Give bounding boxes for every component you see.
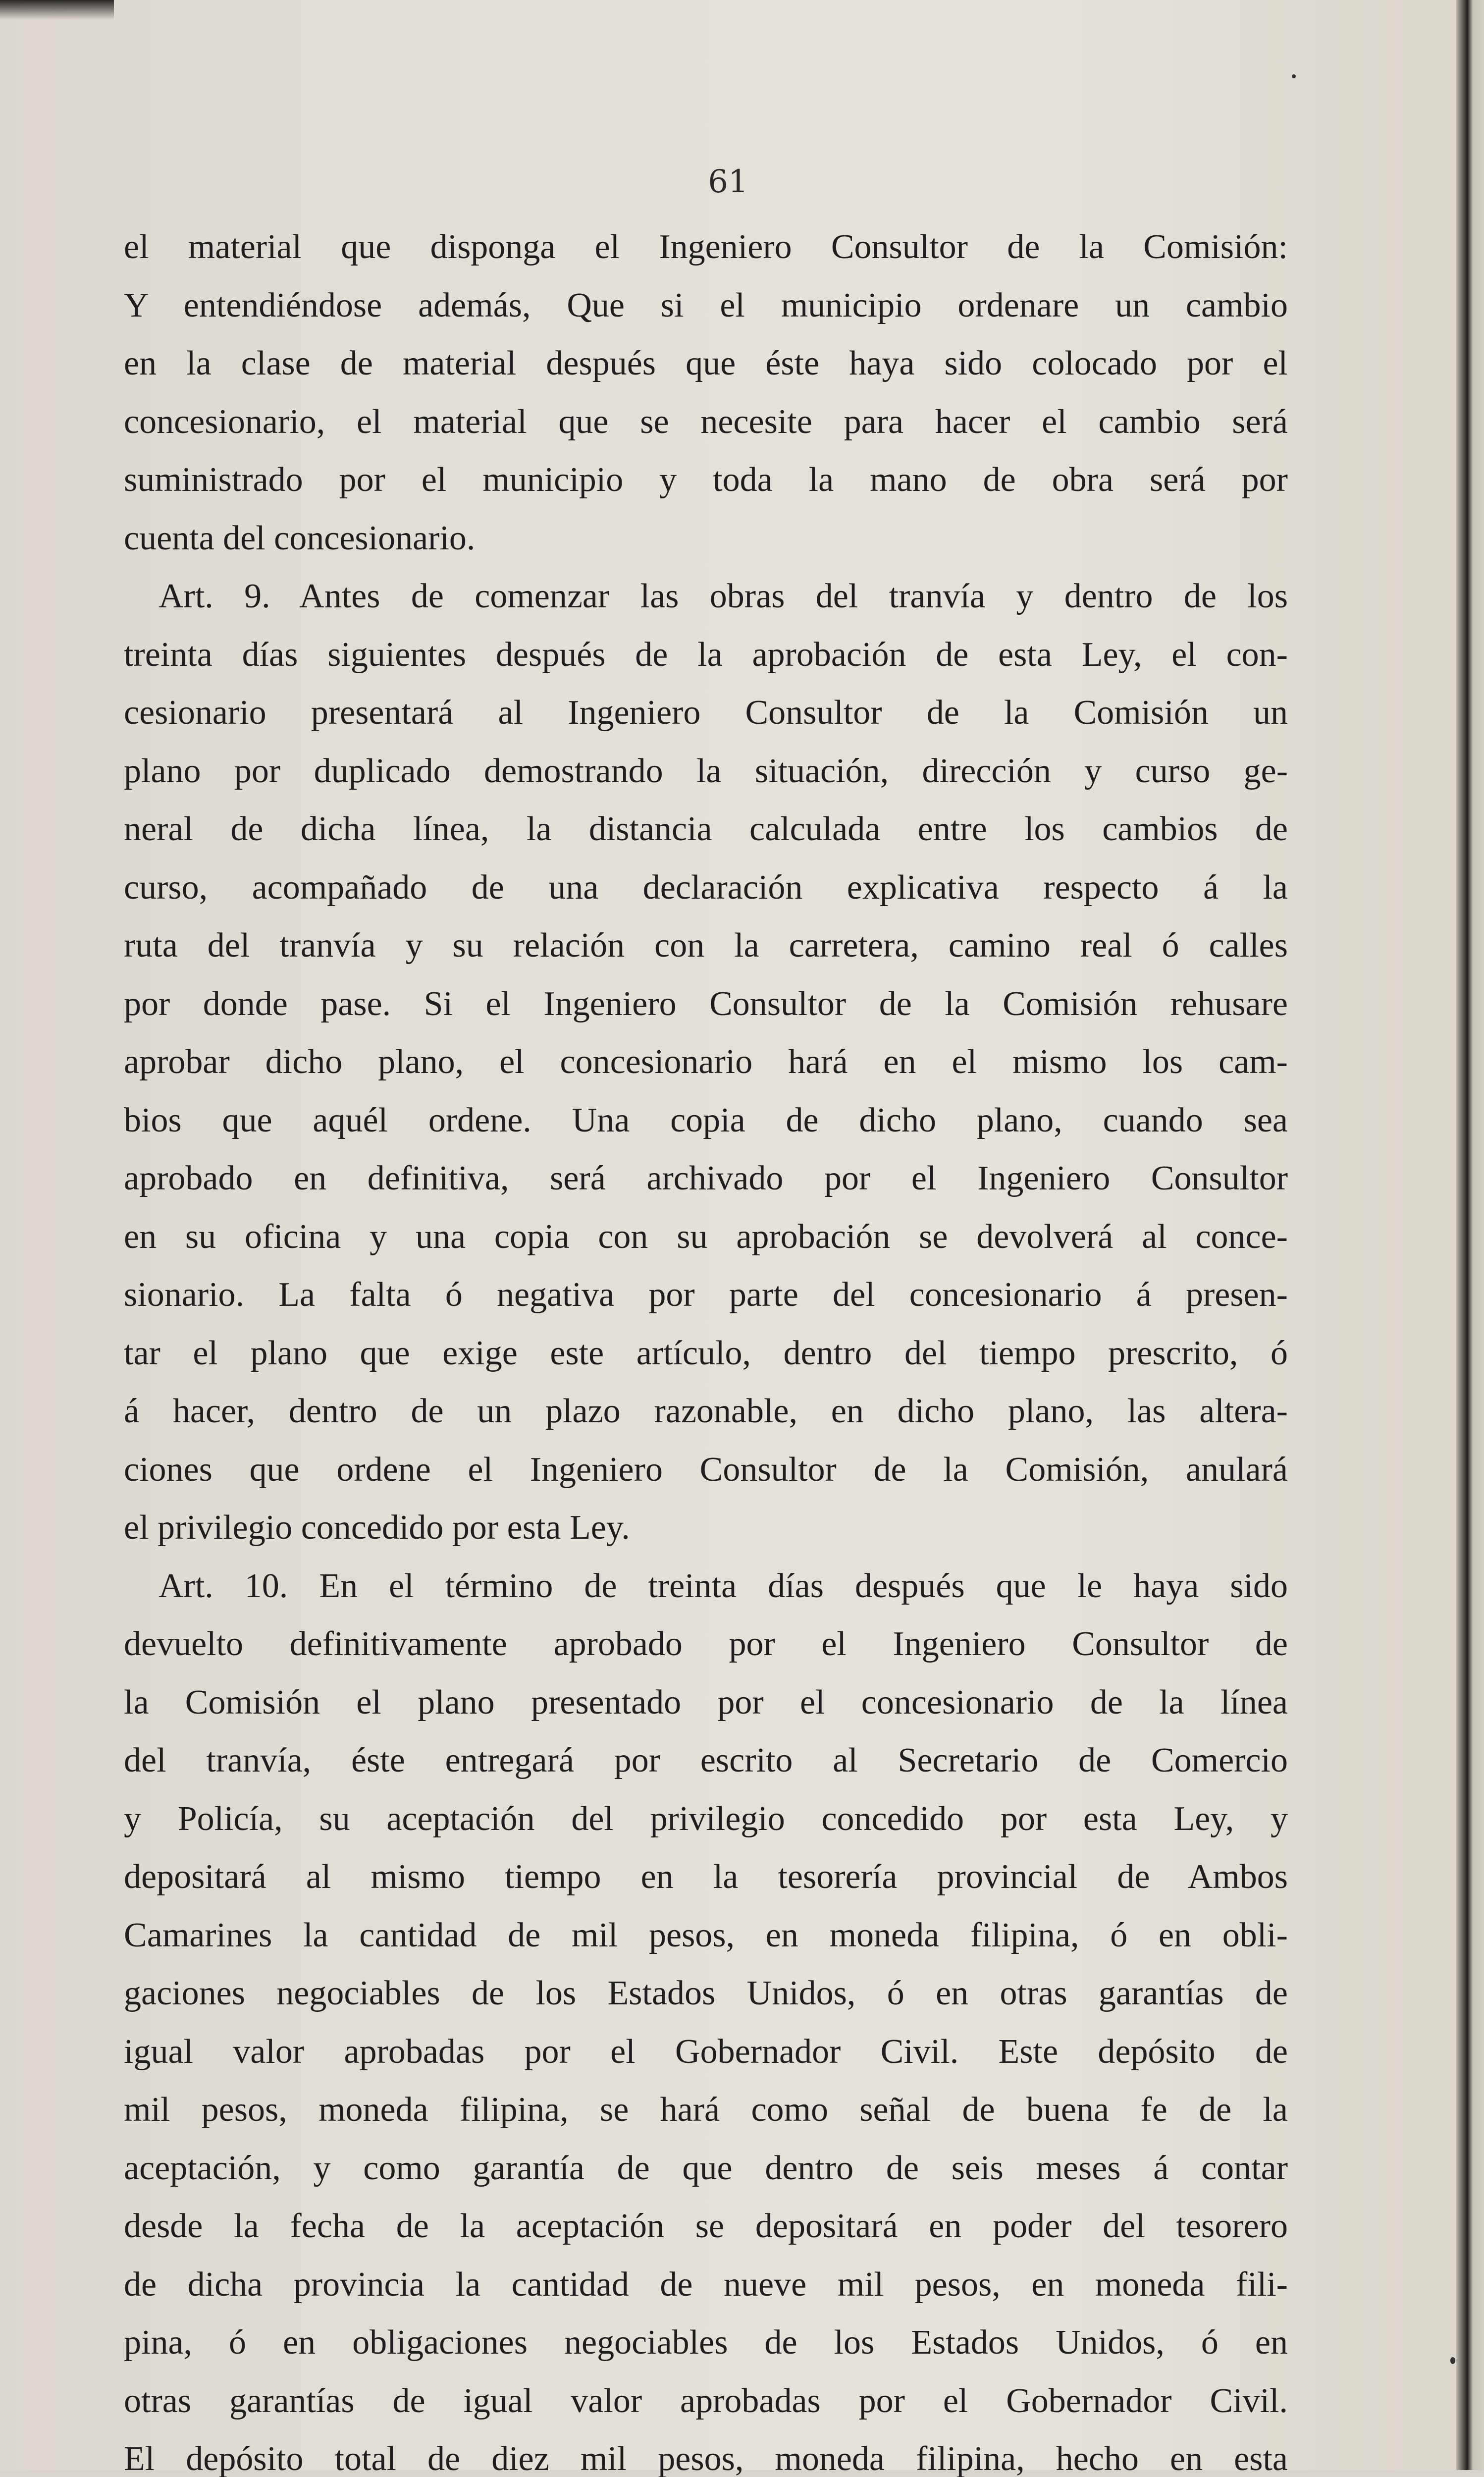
text-line: pina, ó en obligaciones negociables de los Estados Unidos, ó en xyxy=(124,2323,1288,2362)
text-line: por donde pase. Si el Ingeniero Consultor de la Comisión rehusare xyxy=(124,984,1288,1023)
text-line: tar el plano que exige este artículo, dentro del tiempo prescrito, ó xyxy=(124,1334,1288,1372)
text-line: Art. 9. Antes de comenzar las obras del tranvía y dentro de los xyxy=(159,577,1288,615)
text-line: ciones que ordene el Ingeniero Consultor de la Comisión, anulará xyxy=(124,1450,1288,1489)
text-line: á hacer, dentro de un plazo razonable, en dicho plano, las altera- xyxy=(124,1392,1288,1430)
text-line: el material que disponga el Ingeniero Consultor de la Comisión: xyxy=(124,228,1288,266)
text-line: suministrado por el municipio y toda la mano de obra será por xyxy=(124,461,1288,499)
text-line: otras garantías de igual valor aprobadas por el Gobernador Civil. xyxy=(124,2381,1288,2420)
text-line: del tranvía, éste entregará por escrito al Secretario de Comercio xyxy=(124,1741,1288,1779)
text-line: aceptación, y como garantía de que dentro de seis meses á contar xyxy=(124,2149,1288,2187)
text-line: igual valor aprobadas por el Gobernador Civil. Este depósito de xyxy=(124,2032,1288,2071)
text-line: sionario. La falta ó negativa por parte del concesionario á presen- xyxy=(124,1276,1288,1314)
text-line: treinta días siguientes después de la aprobación de esta Ley, el con- xyxy=(124,635,1288,674)
text-line: Camarines la cantidad de mil pesos, en moneda filipina, ó en obli- xyxy=(124,1916,1288,1954)
text-line: desde la fecha de la aceptación se depositará en poder del tesorero xyxy=(124,2207,1288,2245)
text-line: y Policía, su aceptación del privilegio concedido por esta Ley, y xyxy=(124,1799,1288,1838)
text-line: mil pesos, moneda filipina, se hará como señal de buena fe de la xyxy=(124,2091,1288,2129)
scan-shadow xyxy=(0,0,114,20)
text-line: El depósito total de diez mil pesos, moneda filipina, hecho en esta xyxy=(124,2440,1288,2477)
text-line: depositará al mismo tiempo en la tesorería provincial de Ambos xyxy=(124,1858,1288,1896)
scan-speck xyxy=(1450,2357,1455,2364)
text-line: plano por duplicado demostrando la situación, dirección y curso ge- xyxy=(124,752,1288,790)
text-line: neral de dicha línea, la distancia calculada entre los cambios de xyxy=(124,810,1288,848)
text-line: aprobado en definitiva, será archivado por el Ingeniero Consultor xyxy=(124,1159,1288,1197)
text-line: cuenta del concesionario. xyxy=(124,519,476,557)
page-binding-edge xyxy=(1456,0,1484,2470)
text-line: ruta del tranvía y su relación con la carretera, camino real ó calles xyxy=(124,926,1288,965)
text-line: aprobar dicho plano, el concesionario hará en el mismo los cam- xyxy=(124,1043,1288,1081)
text-line: curso, acompañado de una declaración explicativa respecto á la xyxy=(124,868,1288,907)
text-line: Art. 10. En el término de treinta días después que le haya sido xyxy=(159,1566,1288,1605)
text-line: la Comisión el plano presentado por el concesionario de la línea xyxy=(124,1683,1288,1722)
text-line: cesionario presentará al Ingeniero Consultor de la Comisión un xyxy=(124,694,1288,732)
scan-speck xyxy=(1292,74,1296,78)
text-line: Y entendiéndose además, Que si el municipio ordenare un cambio xyxy=(124,286,1288,324)
text-line: el privilegio concedido por esta Ley. xyxy=(124,1508,630,1547)
page-body-text xyxy=(124,218,1288,2477)
text-line: de dicha provincia la cantidad de nueve mil pesos, en moneda fili- xyxy=(124,2265,1288,2304)
text-line: concesionario, el material que se necesite para hacer el cambio será xyxy=(124,402,1288,441)
text-line: en su oficina y una copia con su aprobación se devolverá al conce- xyxy=(124,1217,1288,1256)
page-number: 61 xyxy=(708,163,748,200)
text-line: gaciones negociables de los Estados Unidos, ó en otras garantías de xyxy=(124,1974,1288,2012)
text-line: en la clase de material después que éste haya sido colocado por el xyxy=(124,344,1288,382)
text-line: devuelto definitivamente aprobado por el Ingeniero Consultor de xyxy=(124,1625,1288,1663)
text-line: bios que aquél ordene. Una copia de dicho plano, cuando sea xyxy=(124,1101,1288,1139)
